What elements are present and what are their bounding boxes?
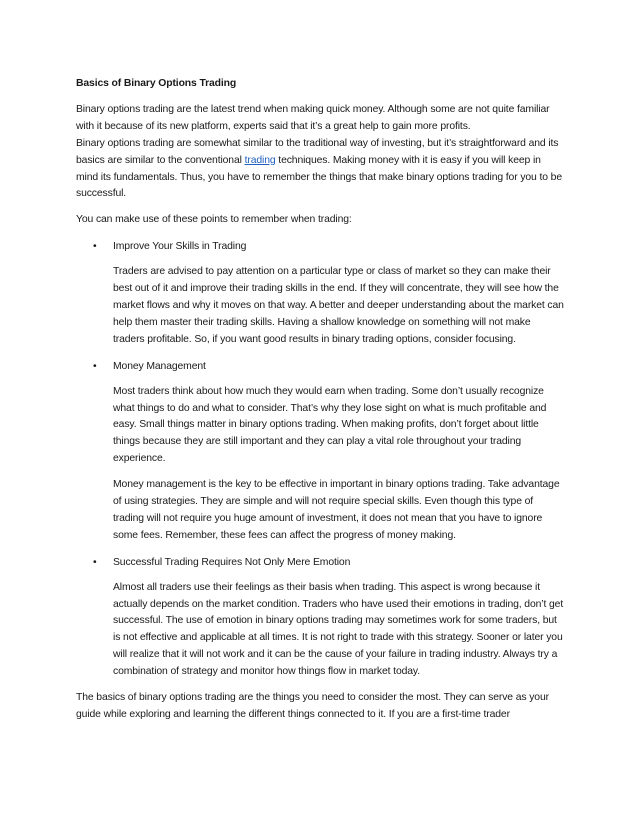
section-paragraph: Almost all traders use their feelings as their basis when trading. This aspect is wrong because it actually depends on the market condition. Traders who have used their emotions in trading, don’t get successful. The use of emotion in binary options trading may sometimes work for some traders, but is not effective and applicable at all times. It is not right to trade with this strategy. Sooner or later you will realize that it will not work and it can be the cause of your failure in trading industry. Always try a combination of strategy and monitor how things flow in market today. (113, 581, 564, 678)
bullet-heading: Improve Your Skills in Trading (113, 241, 247, 253)
bullet-icon: • (93, 241, 97, 253)
bullet-item-skills (76, 239, 564, 256)
trading-link[interactable]: trading (244, 154, 276, 166)
intro-paragraph-2-start: Binary options trading are somewhat similar to the traditional way of investing, but it’s straightforward and its basics are similar to the conventional (76, 137, 559, 166)
bullet-heading: Money Management (113, 360, 206, 372)
bullet-heading: Successful Trading Requires Not Only Mere Emotion (113, 556, 351, 568)
intro-paragraph-2 (76, 136, 564, 204)
document-title: Basics of Binary Options Trading (76, 78, 237, 89)
bullet-icon: • (93, 556, 97, 568)
document-page (76, 76, 564, 733)
intro-paragraph-1: Binary options trading are the latest trend when making quick money. Although some are not quite familiar with it because of its new platform, experts said that it’s a great help to gain more profits. (76, 103, 550, 132)
section-paragraph: Most traders think about how much they would earn when trading. Some don’t usually recognize what things to do and what to consider. That’s why they lose sight on what is much profitable and easy. Small things matter in binary options trading. When making profits, don’t forget about little things because they are still important and they can play a vital role throughout your trading experience. (113, 385, 547, 465)
lead-in-text: You can make use of these points to remember when trading: (76, 214, 352, 226)
closing-paragraph: The basics of binary options trading are the things you need to consider the most. They can serve as your guide while exploring and learning the different things connected to it. If you are a first-time trader (76, 692, 549, 720)
intro-paragraph-2-end: techniques. Making money with it is easy if you will keep in mind its fundamentals. Thus, you have to remember the things that make binary options trading for you to be successful. (76, 154, 562, 200)
bullet-item-money-management (76, 359, 564, 376)
section-paragraph: Money management is the key to be effective in important in binary options trading. Take advantage of using strategies. They are simple and will not require special skills. Even though this type of trading will not require you huge amount of investment, it does not mean that you have to ignore some fees. Remember, these fees can affect the progress of money making. (113, 479, 560, 541)
bullet-item-emotion (76, 555, 564, 572)
bullet-icon: • (93, 360, 97, 372)
section-paragraph: Traders are advised to pay attention on a particular type or class of market so they can make their best out of it and improve their trading skills in the end. If they will concentrate, they will see how the market flows and why it moves on that way. A better and deeper understanding about the market can help them master their trading skills. Having a shallow knowledge on something will not make traders profitable. So, if you want good results in binary trading options, consider focusing. (113, 266, 564, 345)
